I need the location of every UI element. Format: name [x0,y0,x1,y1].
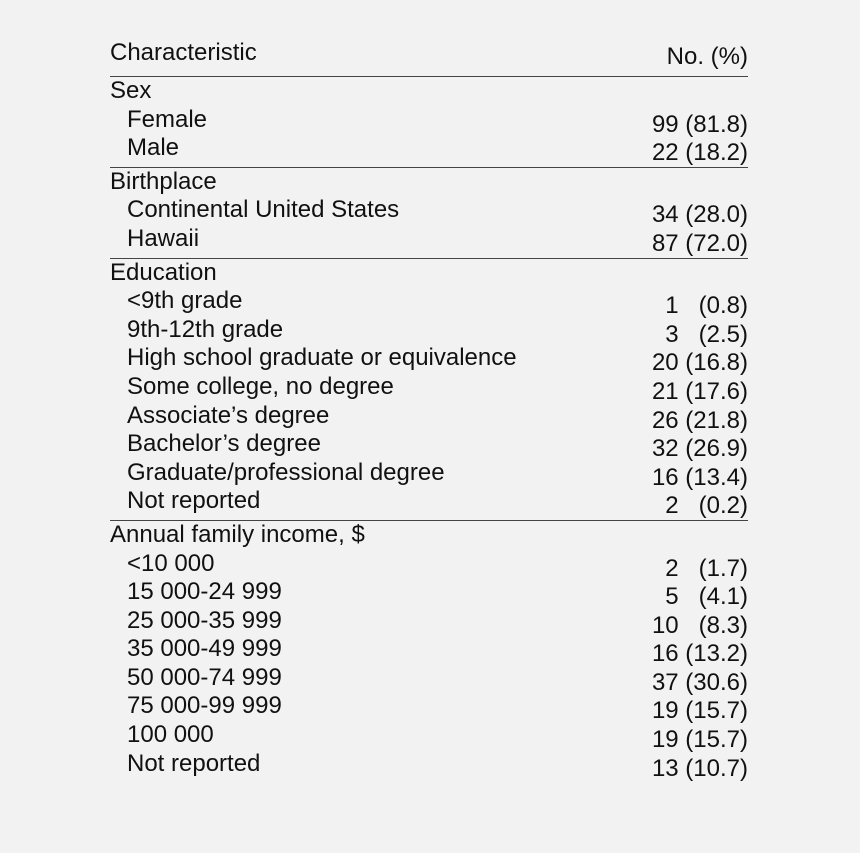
row-label: High school graduate or equivalence [127,344,517,372]
table-row [110,749,748,782]
table-row [110,196,748,229]
row-label: 35 000-49 999 [127,635,282,663]
row-label: Hawaii [127,224,200,252]
characteristics-table [110,36,748,782]
row-label: 75 000-99 999 [127,692,282,720]
row-value: 32 (26.9) [651,435,748,463]
table-row [110,224,748,257]
row-value: 10 (8.3) [651,611,748,639]
table-row [110,287,748,320]
row-label: 9th-12th grade [127,315,284,343]
table-section [110,168,748,259]
row-label: Some college, no degree [127,372,394,400]
row-label: Graduate/professional degree [127,458,445,486]
row-value: 34 (28.0) [651,201,748,229]
row-value: 2 (1.7) [665,554,748,582]
table-row [110,635,748,668]
table-section [110,521,748,782]
row-label: Not reported [127,487,261,515]
table-row [110,315,748,348]
row-value: 26 (21.8) [651,406,748,434]
characteristic-column-header: Characteristic [110,39,257,67]
table-row [110,721,748,754]
row-value: 3 (2.5) [665,320,748,348]
section-title: Birthplace [110,167,217,195]
row-label: Bachelor’s degree [127,430,321,458]
row-value: 99 (81.8) [651,110,748,138]
section-title: Education [110,258,217,286]
row-value: 20 (16.8) [651,349,748,377]
row-value: 13 (10.7) [651,754,748,782]
count-column-header: No. (%) [666,43,748,71]
section-title: Sex [110,77,152,104]
row-value: 16 (13.4) [651,463,748,491]
row-value: 19 (15.7) [651,726,748,754]
row-label: 50 000-74 999 [127,663,282,691]
row-value: 87 (72.0) [651,229,748,257]
table-row [110,663,748,696]
row-label: Not reported [127,749,261,777]
row-value: 19 (15.7) [651,697,748,725]
table-row [110,105,748,138]
row-value: 5 (4.1) [665,583,748,611]
row-label: 25 000-35 999 [127,606,282,634]
table-row [110,430,748,463]
table-row [110,134,748,167]
section-title: Annual family income, $ [110,520,365,548]
row-label: 100 000 [127,721,214,749]
row-label: <10 000 [127,549,215,577]
table-header [110,36,748,77]
table-row [110,549,748,582]
table-row [110,344,748,377]
table-row [110,692,748,725]
table-body [110,77,748,782]
row-value: 22 (18.2) [651,139,748,167]
row-label: <9th grade [127,287,243,315]
table-section [110,259,748,521]
row-value: 37 (30.6) [651,668,748,696]
table-row [110,401,748,434]
row-label: Continental United States [127,196,400,224]
row-label: Male [127,134,180,162]
table-section [110,77,748,168]
table-row [110,372,748,405]
row-label: Associate’s degree [127,401,330,429]
row-value: 21 (17.6) [651,377,748,405]
row-value: 2 (0.2) [665,492,748,520]
row-label: 15 000-24 999 [127,578,282,606]
row-label: Female [127,105,208,133]
row-value: 1 (0.8) [665,292,748,320]
table-row [110,606,748,639]
row-value: 16 (13.2) [651,640,748,668]
table-row [110,458,748,491]
table-row [110,578,748,611]
